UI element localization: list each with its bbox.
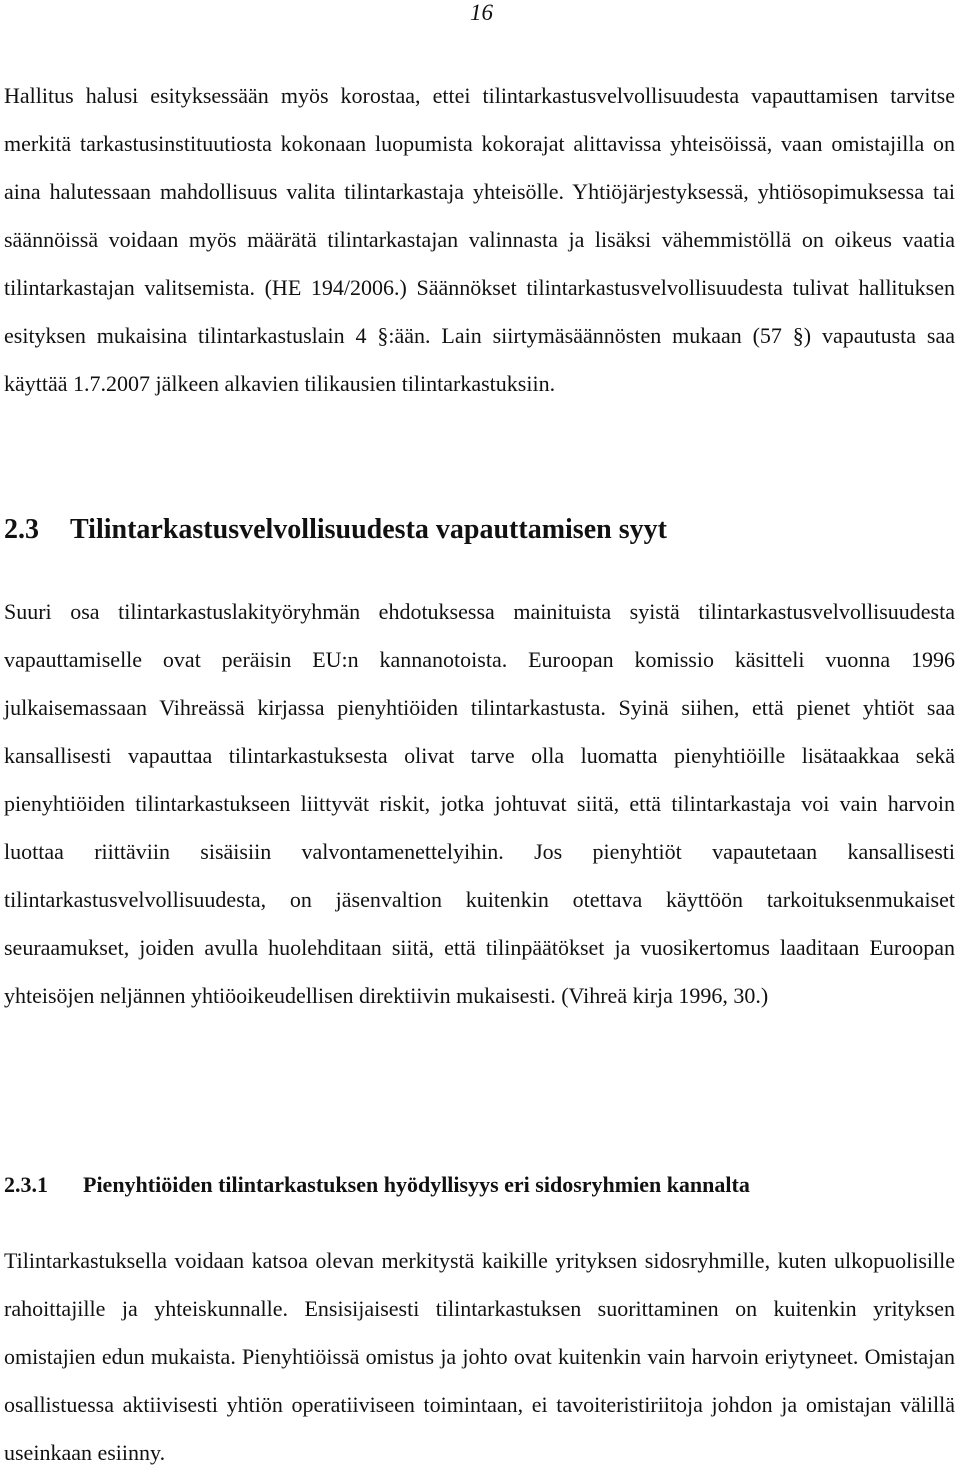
section-number: 2.3 [4, 514, 39, 545]
body-paragraph: Suuri osa tilintarkastuslakityöryhmän ehdotuksessa mainituista syistä tilintarkastusvelvollisuudesta vapauttamiselle ovat peräisin EU:n kannanotoista. Euroopan komissio käsitteli vuonna 1996 julkaisemassaan Vihreässä kirjassa pienyhtiöiden tilintarkastusta. Syinä siihen, että pienet yhtiöt saa kansallisesti vapauttaa tilintarkastuksesta olivat tarve olla luomatta pienyhtiöille lisätaakkaa sekä pienyhtiöiden tilintarkastukseen liittyvät riskit, jotka johtuvat siitä, että tilintarkastaja voi vain harvoin luottaa riittäviin sisäisiin valvontamenettelyihin. Jos pienyhtiöt vapautetaan kansallisesti tilintarkastusvelvollisuudesta, on jäsenvaltion kuitenkin otettava käyttöön tarkoituksenmukaiset seuraamukset, joiden avulla huolehditaan siitä, että tilinpäätökset ja vuosikertomus laaditaan Euroopan yhteisöjen neljännen yhtiöoikeudellisen direktiivin mukaisesti. (Vihreä kirja 1996, 30.) [4, 599, 955, 1008]
section-heading [4, 510, 667, 550]
subsection-number: 2.3.1 [4, 1172, 48, 1197]
page-number: 16 [470, 0, 493, 25]
subsection-title: Pienyhtiöiden tilintarkastuksen hyödyllisyys eri sidosryhmien kannalta [83, 1172, 750, 1197]
subsection-heading [4, 1167, 750, 1203]
section-title: Tilintarkastusvelvollisuudesta vapauttamisen syyt [70, 514, 667, 545]
body-paragraph: Tilintarkastuksella voidaan katsoa olevan merkitystä kaikille yrityksen sidosryhmille, kuten ulkopuolisille rahoittajille ja yhteiskunnalle. Ensisijaisesti tilintarkastuksen suorittaminen on kuitenkin yrityksen omistajien edun mukaista. Pienyhtiöissä omistus ja johto ovat kuitenkin vain harvoin eriytyneet. Omistajan osallistuessa aktiivisesti yhtiön operatiiviseen toimintaan, ei tavoiteristiriitoja johdon ja omistajan välillä useinkaan esiinny. [4, 1248, 955, 1465]
body-paragraph: Hallitus halusi esityksessään myös korostaa, ettei tilintarkastusvelvollisuudesta vapauttamisen tarvitse merkitä tarkastusinstituutiosta kokonaan luopumista kokorajat alittavissa yhteisöissä, vaan omistajilla on aina halutessaan mahdollisuus valita tilintarkastaja yhteisölle. Yhtiöjärjestyksessä, yhtiösopimuksessa tai säännöissä voidaan myös määrätä tilintarkastajan valinnasta ja lisäksi vähemmistöllä on oikeus vaatia tilintarkastajan valitsemista. (HE 194/2006.) Säännökset tilintarkastusvelvollisuudesta tulivat hallituksen esityksen mukaisina tilintarkastuslain 4 §:ään. Lain siirtymäsäännösten mukaan (57 §) vapautusta saa käyttää 1.7.2007 jälkeen alkavien tilikausien tilintarkastuksiin. [4, 83, 955, 396]
